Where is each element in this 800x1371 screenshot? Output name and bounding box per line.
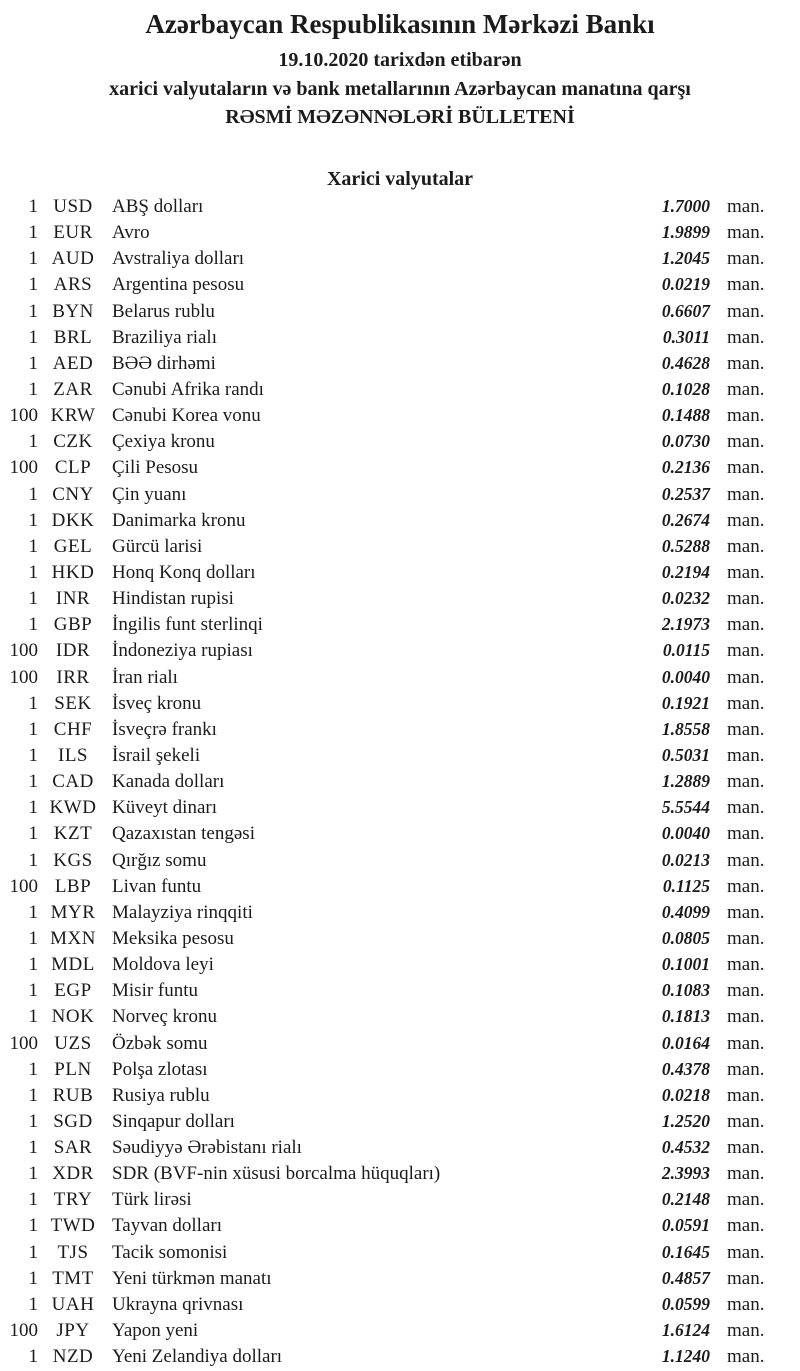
quantity-cell: 1 [28,1293,38,1315]
currency-code-cell: DKK [51,509,95,531]
rate-value-cell: 0.0218 [661,1084,710,1105]
rate-value-cell: 0.2674 [661,509,710,530]
unit-label-cell: man. [727,901,765,923]
quantity-cell: 100 [9,875,38,897]
quantity-cell: 1 [28,196,38,217]
quantity-cell: 1 [28,1084,38,1106]
unit-label-cell: man. [727,222,765,244]
quantity-cell: 1 [28,274,38,296]
table-row [0,1343,800,1369]
unit-label-cell: man. [727,1215,765,1237]
table-row [0,1317,800,1343]
currency-code-cell: GBP [53,614,93,636]
table-row [0,925,800,951]
rate-value-cell: 0.4532 [661,1137,710,1158]
rate-value-cell: 1.9899 [661,222,710,243]
currency-name-cell: Tayvan dolları [112,1215,222,1237]
rate-value-cell: 0.0805 [661,927,710,948]
currency-code-cell: CAD [52,771,94,793]
currency-name-cell: Hindistan rupisi [112,588,234,610]
rate-value-cell: 0.1125 [662,875,710,896]
table-row [0,402,800,428]
currency-code-cell: CHF [53,718,93,740]
rate-value-cell: 1.2520 [661,1110,710,1131]
table-row [0,637,800,663]
quantity-cell: 1 [28,509,38,531]
unit-label-cell: man. [727,980,765,1002]
rate-value-cell: 0.2148 [661,1189,710,1210]
currency-name-cell: Özbək somu [112,1032,208,1054]
currency-code-cell: SEK [54,692,92,714]
currency-code-cell: ZAR [53,378,93,400]
table-row [0,1212,800,1238]
rate-value-cell: 0.0232 [661,588,710,609]
table-row [0,951,800,977]
unit-label-cell: man. [727,744,765,766]
quantity-cell: 1 [28,901,38,923]
quantity-cell: 100 [9,640,38,662]
currency-name-cell: Tacik somonisi [112,1241,228,1263]
quantity-cell: 100 [9,405,38,427]
rate-value-cell: 1.6124 [661,1320,710,1341]
rate-value-cell: 0.3011 [662,326,710,347]
unit-label-cell: man. [727,1241,765,1263]
currency-name-cell: Çin yuanı [112,483,187,505]
currency-code-cell: GEL [53,535,93,557]
currency-name-cell: Sinqapur dolları [112,1110,235,1132]
rate-value-cell: 0.4628 [661,352,710,373]
table-row [0,219,800,245]
currency-name-cell: İsveçrə frankı [112,718,217,740]
table-row [0,1030,800,1056]
rate-value-cell: 1.2045 [661,248,710,269]
currency-name-cell: Türk lirəsi [112,1189,192,1211]
quantity-cell: 1 [28,692,38,714]
quantity-cell: 1 [28,1189,38,1211]
currency-code-cell: KRW [50,405,96,427]
quantity-cell: 100 [9,457,38,479]
table-row [0,1186,800,1212]
unit-label-cell: man. [727,823,765,845]
quantity-cell: 100 [9,1032,38,1054]
table-row [0,559,800,585]
table-row [0,428,800,454]
rate-value-cell: 0.2194 [661,561,710,582]
unit-label-cell: man. [727,1084,765,1106]
quantity-cell: 1 [28,300,38,322]
currency-code-cell: CNY [52,483,94,505]
currency-name-cell: Honq Konq dolları [112,561,256,583]
currency-name-cell: Avstraliya dolları [112,248,245,270]
rate-value-cell: 1.7000 [661,196,710,216]
currency-code-cell: KGS [53,849,93,871]
currency-name-cell: Gürcü larisi [112,535,203,557]
unit-label-cell: man. [727,718,765,740]
quantity-cell: 100 [9,1320,38,1342]
currency-code-cell: IRR [56,666,90,688]
unit-label-cell: man. [727,483,765,505]
rate-value-cell: 0.0213 [661,849,710,870]
currency-name-cell: İsveç kronu [112,692,202,714]
currency-name-cell: Moldova leyi [112,954,214,976]
currency-name-cell: Malayziya rinqqiti [112,901,253,923]
unit-label-cell: man. [727,1189,765,1211]
rate-value-cell: 0.4099 [661,901,710,922]
currency-name-cell: Misir funtu [112,980,199,1002]
rate-value-cell: 2.3993 [661,1163,710,1184]
rate-value-cell: 0.1001 [661,954,710,975]
table-row [0,193,800,219]
quantity-cell: 1 [28,1110,38,1132]
currency-code-cell: BYN [52,300,94,322]
currency-code-cell: AED [52,352,94,374]
unit-label-cell: man. [727,509,765,531]
rate-value-cell: 2.1973 [661,614,710,635]
table-row [0,899,800,925]
table-row [0,611,800,637]
currency-name-cell: Küveyt dinarı [112,797,218,819]
rate-value-cell: 0.1083 [661,980,710,1001]
currency-name-cell: Yeni Zelandiya dolları [112,1346,283,1368]
table-row [0,977,800,1003]
currency-name-cell: Yeni türkmən manatı [112,1267,272,1289]
unit-label-cell: man. [727,666,765,688]
currency-code-cell: KWD [49,797,97,819]
quantity-cell: 1 [28,744,38,766]
unit-label-cell: man. [727,300,765,322]
rate-value-cell: 0.5031 [661,744,710,765]
table-row [0,1239,800,1265]
rate-value-cell: 0.1645 [661,1241,710,1262]
rate-value-cell: 0.0164 [661,1032,710,1053]
unit-label-cell: man. [727,588,765,610]
quantity-cell: 1 [28,1346,38,1368]
unit-label-cell: man. [727,1293,765,1315]
quantity-cell: 100 [9,666,38,688]
currency-code-cell: TJS [57,1241,89,1263]
rate-value-cell: 5.5544 [661,797,710,818]
unit-label-cell: man. [727,196,765,217]
quantity-cell: 1 [28,849,38,871]
unit-label-cell: man. [727,326,765,348]
currency-name-cell: Kanada dolları [112,771,225,793]
bulletin-subtitle: xarici valyutaların və bank metallarının Azərbaycan manatına qarşı [109,78,691,100]
rate-value-cell: 1.8558 [661,718,710,739]
rate-value-cell: 0.0599 [661,1293,710,1314]
currency-code-cell: EUR [53,222,93,244]
currency-name-cell: Çexiya kronu [112,431,215,453]
currency-code-cell: JPY [56,1320,90,1342]
rate-value-cell: 1.2889 [661,771,710,792]
unit-label-cell: man. [727,1006,765,1028]
exchange-rates-table [0,193,800,1369]
unit-label-cell: man. [727,457,765,479]
table-row [0,1291,800,1317]
effective-date-line: 19.10.2020 tarixdən etibarən [278,49,522,71]
table-row [0,1082,800,1108]
unit-label-cell: man. [727,1320,765,1342]
table-row [0,1056,800,1082]
table-row [0,1265,800,1291]
unit-label-cell: man. [727,561,765,583]
currency-name-cell: Cənubi Afrika randı [112,378,264,400]
table-row [0,481,800,507]
quantity-cell: 1 [28,927,38,949]
unit-label-cell: man. [727,1058,765,1080]
unit-label-cell: man. [727,614,765,636]
quantity-cell: 1 [28,1137,38,1159]
rate-value-cell: 0.2136 [661,457,710,478]
currency-code-cell: UZS [54,1032,92,1054]
quantity-cell: 1 [28,431,38,453]
rate-value-cell: 0.0730 [661,431,710,452]
quantity-cell: 1 [28,588,38,610]
quantity-cell: 1 [28,326,38,348]
currency-name-cell: Avro [112,222,150,244]
table-row [0,245,800,271]
unit-label-cell: man. [727,875,765,897]
currency-code-cell: MXN [50,927,96,949]
bank-name-title: Azərbaycan Respublikasının Mərkəzi Bankı [145,9,655,39]
quantity-cell: 1 [28,352,38,374]
currency-code-cell: HKD [51,561,95,583]
currency-name-cell: Qazaxıstan tengəsi [112,823,255,845]
table-row [0,1003,800,1029]
table-row [0,742,800,768]
currency-code-cell: NOK [51,1006,95,1028]
table-row [0,533,800,559]
currency-code-cell: NZD [52,1346,94,1368]
unit-label-cell: man. [727,1110,765,1132]
table-row [0,847,800,873]
rate-value-cell: 0.0040 [661,823,710,844]
unit-label-cell: man. [727,849,765,871]
unit-label-cell: man. [727,378,765,400]
rate-value-cell: 1.1240 [661,1346,710,1367]
currency-name-cell: Polşa zlotası [112,1058,208,1080]
rate-value-cell: 0.2537 [661,483,710,504]
currency-name-cell: Belarus rublu [112,300,215,322]
currency-name-cell: Səudiyyə Ərəbistanı rialı [112,1137,302,1159]
unit-label-cell: man. [727,248,765,270]
quantity-cell: 1 [28,614,38,636]
unit-label-cell: man. [727,274,765,296]
table-row [0,271,800,297]
currency-name-cell: Braziliya rialı [112,326,217,348]
quantity-cell: 1 [28,248,38,270]
quantity-cell: 1 [28,797,38,819]
table-row [0,768,800,794]
currency-name-cell: Livan funtu [112,875,202,897]
currency-code-cell: RUB [52,1084,94,1106]
currency-code-cell: LBP [54,875,92,897]
unit-label-cell: man. [727,640,765,662]
table-row [0,664,800,690]
currency-code-cell: INR [55,588,91,610]
currency-code-cell: TWD [50,1215,96,1237]
unit-label-cell: man. [727,1163,765,1185]
currency-code-cell: SAR [53,1137,93,1159]
unit-label-cell: man. [727,431,765,453]
unit-label-cell: man. [727,771,765,793]
unit-label-cell: man. [727,1032,765,1054]
currency-code-cell: CLP [54,457,92,479]
quantity-cell: 1 [28,771,38,793]
currency-code-cell: AUD [51,248,95,270]
rate-value-cell: 0.5288 [661,535,710,556]
currency-name-cell: Yapon yeni [112,1320,199,1342]
currency-name-cell: İran rialı [112,666,178,688]
bulletin-title: RƏSMİ MƏZƏNNƏLƏRİ BÜLLETENİ [225,106,575,128]
currency-name-cell: Rusiya rublu [112,1084,210,1106]
currency-name-cell: Meksika pesosu [112,927,234,949]
unit-label-cell: man. [727,1137,765,1159]
table-row [0,585,800,611]
unit-label-cell: man. [727,927,765,949]
table-row [0,873,800,899]
currency-code-cell: KZT [53,823,93,845]
quantity-cell: 1 [28,823,38,845]
unit-label-cell: man. [727,535,765,557]
table-row [0,1160,800,1186]
quantity-cell: 1 [28,954,38,976]
currency-name-cell: İngilis funt sterlinqi [112,614,263,636]
currency-name-cell: Çili Pesosu [112,457,199,479]
currency-name-cell: BƏƏ dirhəmi [112,352,216,374]
quantity-cell: 1 [28,1267,38,1289]
quantity-cell: 1 [28,1241,38,1263]
rate-value-cell: 0.4378 [661,1058,710,1079]
quantity-cell: 1 [28,535,38,557]
unit-label-cell: man. [727,352,765,374]
quantity-cell: 1 [28,222,38,244]
currency-code-cell: UAH [51,1293,95,1315]
currency-name-cell: İndoneziya rupiası [112,640,253,662]
rate-value-cell: 0.1813 [661,1006,710,1027]
table-row [0,376,800,402]
table-row [0,298,800,324]
currency-code-cell: IDR [55,640,91,662]
currency-name-cell: Qırğız somu [112,849,207,871]
quantity-cell: 1 [28,561,38,583]
quantity-cell: 1 [28,718,38,740]
currency-name-cell: Argentina pesosu [112,274,245,296]
unit-label-cell: man. [727,405,765,427]
rate-value-cell: 0.6607 [661,300,710,321]
currency-code-cell: ARS [53,274,93,296]
quantity-cell: 1 [28,378,38,400]
quantity-cell: 1 [28,1058,38,1080]
currency-name-cell: Norveç kronu [112,1006,217,1028]
rate-value-cell: 0.0115 [662,640,710,661]
unit-label-cell: man. [727,1346,765,1368]
rate-value-cell: 0.1488 [661,405,710,426]
quantity-cell: 1 [28,483,38,505]
unit-label-cell: man. [727,1267,765,1289]
currency-code-cell: MDL [51,954,95,976]
currency-code-cell: CZK [53,431,93,453]
quantity-cell: 1 [28,980,38,1002]
quantity-cell: 1 [28,1006,38,1028]
table-row [0,350,800,376]
section-title-foreign-currencies: Xarici valyutalar [326,168,474,190]
rate-value-cell: 0.1028 [661,378,710,399]
currency-name-cell: Ukrayna qrivnası [112,1293,244,1315]
table-row [0,1108,800,1134]
table-row [0,1134,800,1160]
rate-value-cell: 0.0219 [661,274,710,295]
document-header [0,0,800,128]
table-row [0,454,800,480]
rate-value-cell: 0.1921 [661,692,710,713]
currency-code-cell: EGP [54,980,92,1002]
currency-name-cell: İsrail şekeli [112,744,201,766]
table-row [0,716,800,742]
quantity-cell: 1 [28,1215,38,1237]
table-row [0,820,800,846]
currency-code-cell: PLN [54,1058,92,1080]
currency-code-cell: BRL [53,326,93,348]
currency-code-cell: TMT [52,1267,94,1289]
rate-value-cell: 0.0591 [661,1215,710,1236]
quantity-cell: 1 [28,1163,38,1185]
rate-value-cell: 0.0040 [661,666,710,687]
table-row [0,690,800,716]
currency-code-cell: TRY [53,1189,93,1211]
unit-label-cell: man. [727,692,765,714]
currency-name-cell: ABŞ dolları [112,196,204,217]
unit-label-cell: man. [727,954,765,976]
table-row [0,794,800,820]
unit-label-cell: man. [727,797,765,819]
currency-code-cell: USD [53,196,93,217]
currency-name-cell: SDR (BVF-nin xüsusi borcalma hüquqları) [112,1163,441,1185]
table-row [0,507,800,533]
currency-code-cell: XDR [52,1163,94,1185]
rate-value-cell: 0.4857 [661,1267,710,1288]
currency-code-cell: SGD [53,1110,93,1132]
currency-code-cell: ILS [58,744,88,766]
currency-name-cell: Cənubi Korea vonu [112,405,261,427]
table-row [0,324,800,350]
currency-code-cell: MYR [50,901,96,923]
currency-name-cell: Danimarka kronu [112,509,246,531]
